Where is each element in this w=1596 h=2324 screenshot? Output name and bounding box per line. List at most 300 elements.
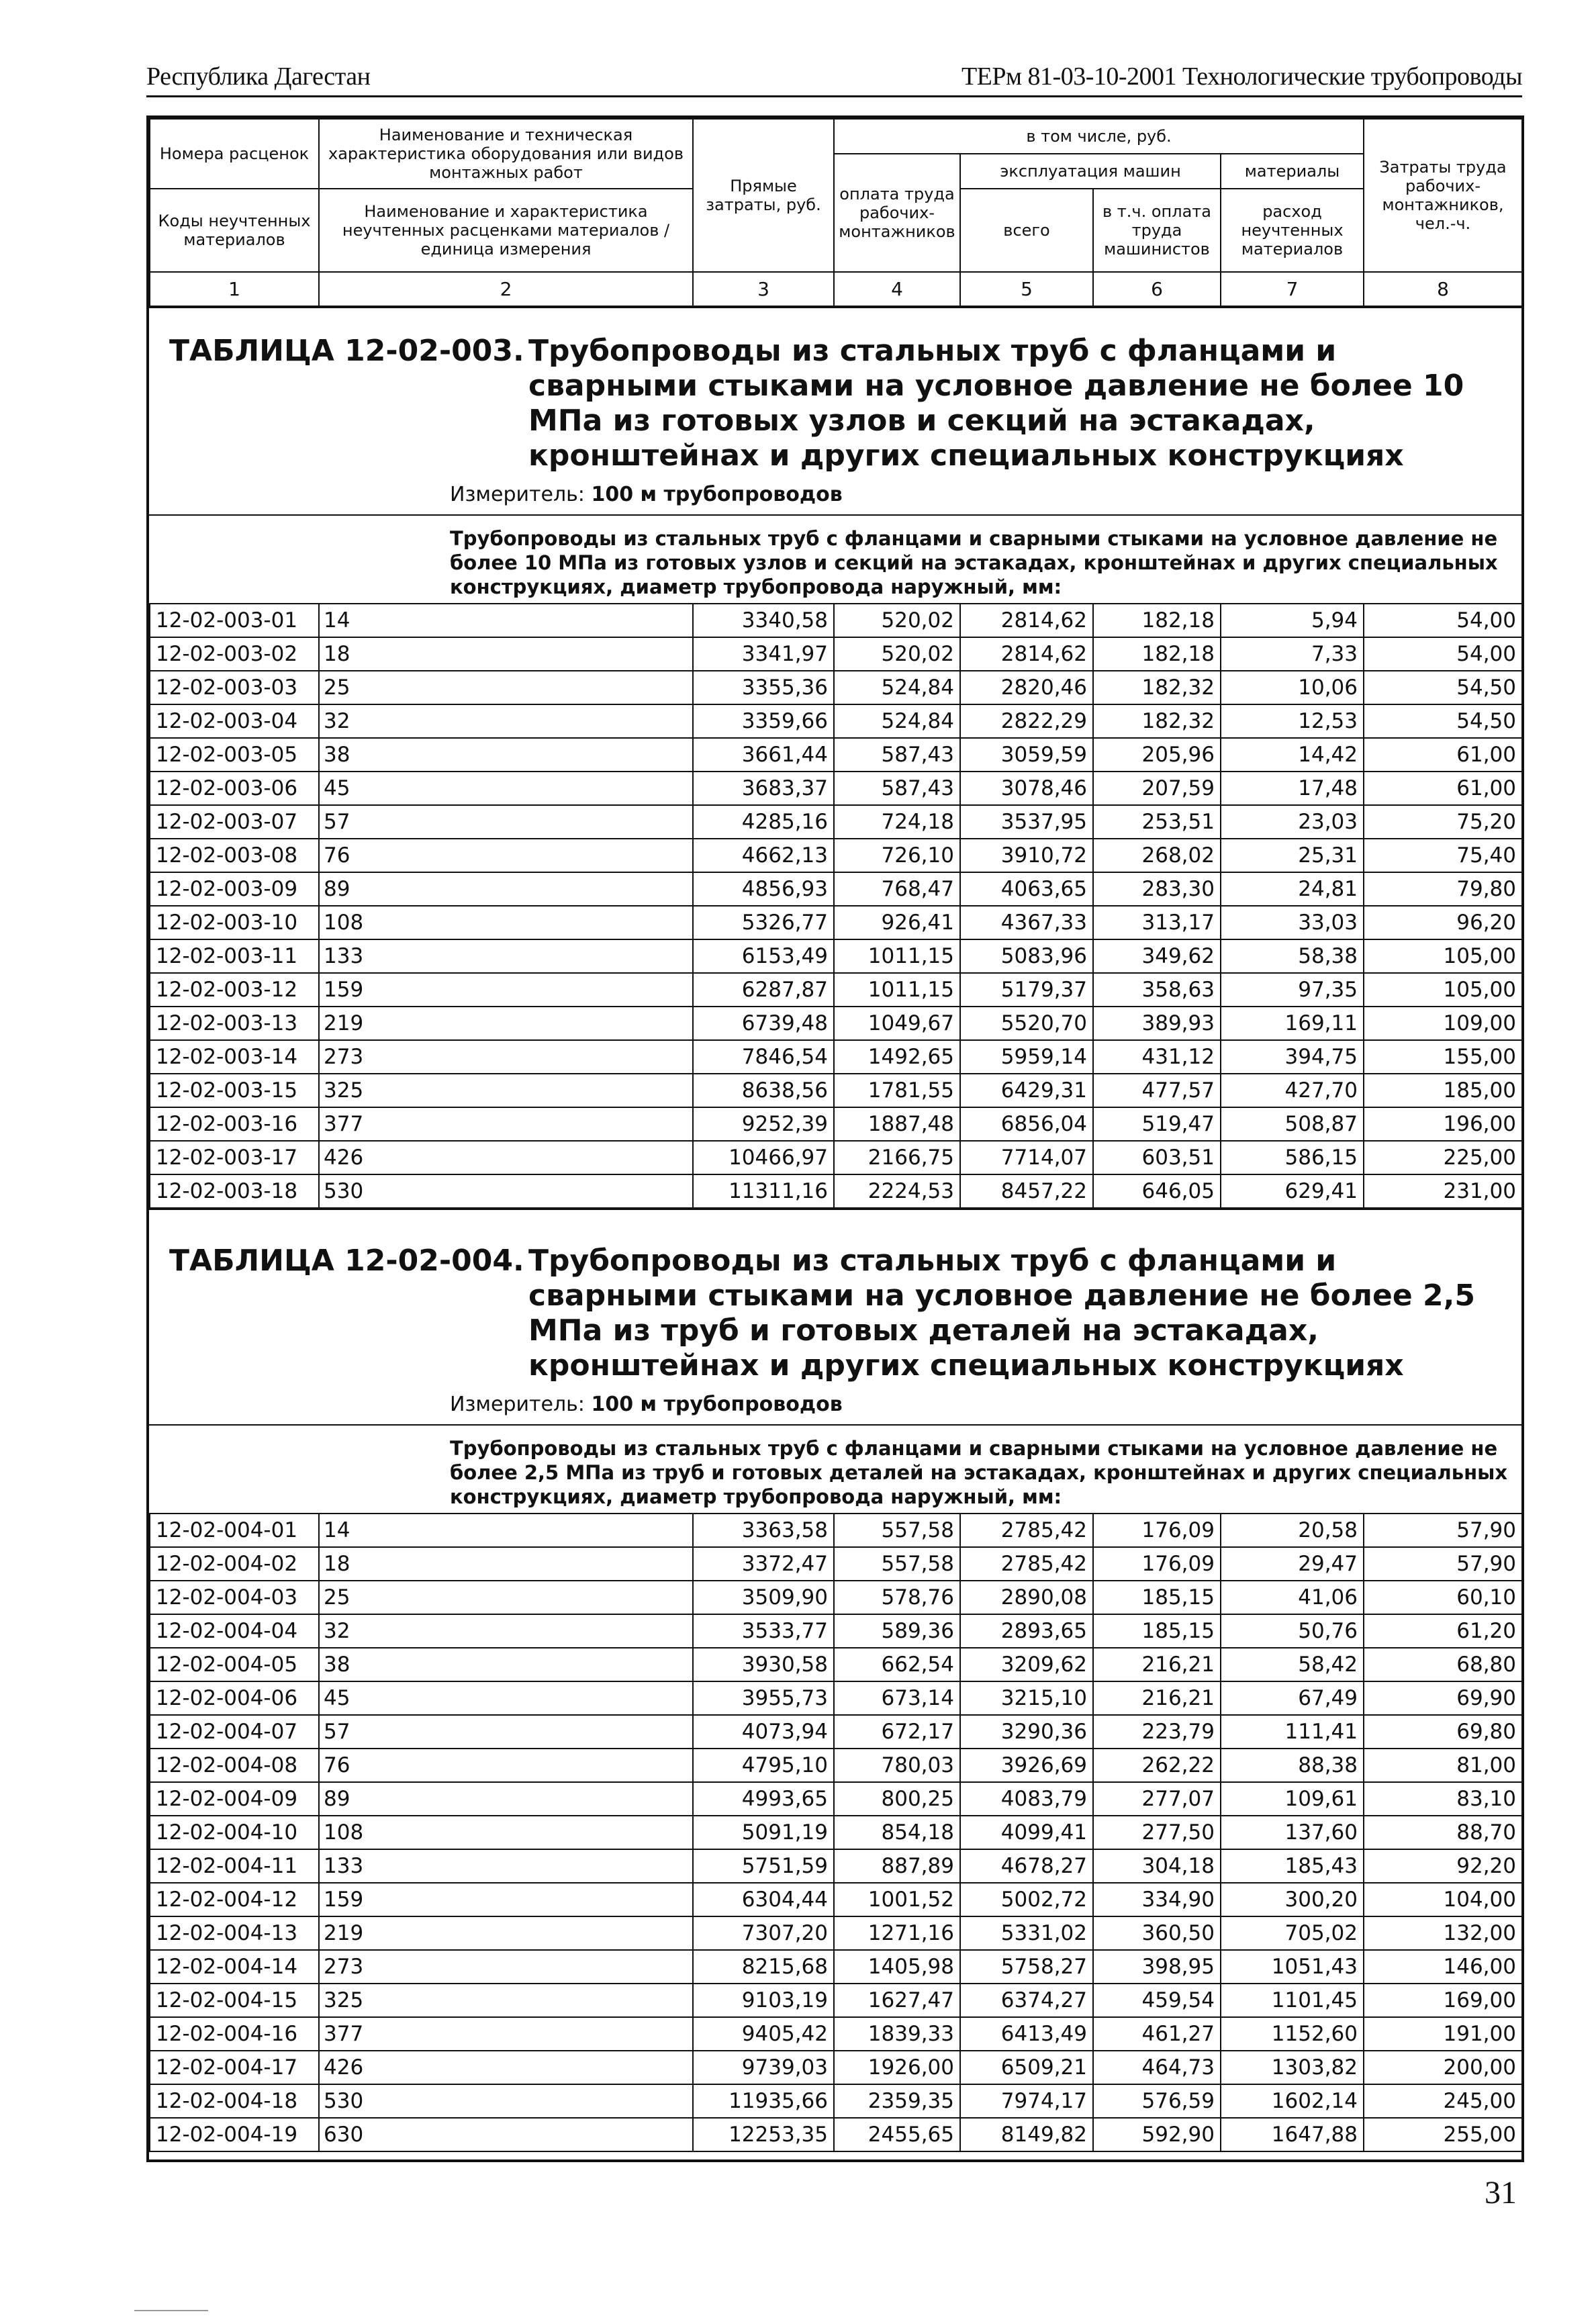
- material-costs: 1152,60: [1221, 2017, 1364, 2051]
- pipe-diameter: 630: [319, 2118, 693, 2151]
- machine-costs: 4367,33: [960, 906, 1093, 939]
- direct-costs: 4856,93: [693, 872, 834, 906]
- rate-code: 12-02-003-02: [150, 637, 319, 671]
- col-header-direct-costs: Прямые затраты, руб.: [693, 119, 834, 272]
- pipe-diameter: 133: [319, 1849, 693, 1883]
- material-costs: 427,70: [1221, 1074, 1364, 1107]
- table-row: [150, 1040, 1522, 1074]
- material-costs: 508,87: [1221, 1107, 1364, 1141]
- direct-costs: 3359,66: [693, 704, 834, 738]
- pipe-diameter: 219: [319, 1916, 693, 1950]
- operator-wages: 283,30: [1093, 872, 1221, 906]
- direct-costs: 6304,44: [693, 1883, 834, 1916]
- rate-code: 12-02-004-15: [150, 1984, 319, 2017]
- material-costs: 705,02: [1221, 1916, 1364, 1950]
- worker-wages: 1049,67: [834, 1007, 960, 1040]
- running-header-left: Республика Дагестан: [146, 62, 371, 91]
- measurement-unit: [149, 473, 1521, 514]
- rate-code: 12-02-004-04: [150, 1614, 319, 1648]
- rate-code: 12-02-003-12: [150, 973, 319, 1007]
- table-row: [150, 2017, 1522, 2051]
- pipe-diameter: 57: [319, 805, 693, 839]
- table-row: [150, 1916, 1522, 1950]
- worker-wages: 2224,53: [834, 1174, 960, 1208]
- machine-costs: 3059,59: [960, 738, 1093, 772]
- worker-wages: 724,18: [834, 805, 960, 839]
- labor-hours: 61,00: [1364, 738, 1522, 772]
- machine-costs: 3215,10: [960, 1681, 1093, 1715]
- pipe-diameter: 426: [319, 1141, 693, 1174]
- direct-costs: 10466,97: [693, 1141, 834, 1174]
- machine-costs: 5520,70: [960, 1007, 1093, 1040]
- labor-hours: 92,20: [1364, 1849, 1522, 1883]
- material-costs: 58,42: [1221, 1648, 1364, 1681]
- worker-wages: 524,84: [834, 704, 960, 738]
- operator-wages: 176,09: [1093, 1547, 1221, 1581]
- pipe-diameter: 108: [319, 1816, 693, 1849]
- machine-costs: 5002,72: [960, 1883, 1093, 1916]
- direct-costs: 3930,58: [693, 1648, 834, 1681]
- material-costs: 629,41: [1221, 1174, 1364, 1208]
- table-row: [150, 1883, 1522, 1916]
- operator-wages: 389,93: [1093, 1007, 1221, 1040]
- pipe-diameter: 325: [319, 1984, 693, 2017]
- machine-costs: 2814,62: [960, 604, 1093, 637]
- rate-code: 12-02-003-16: [150, 1107, 319, 1141]
- machine-costs: 6413,49: [960, 2017, 1093, 2051]
- pipe-diameter: 14: [319, 604, 693, 637]
- col-number: 8: [1364, 272, 1522, 307]
- direct-costs: 9405,42: [693, 2017, 834, 2051]
- material-costs: 50,76: [1221, 1614, 1364, 1648]
- table-row: [150, 1107, 1522, 1141]
- rate-code: 12-02-003-15: [150, 1074, 319, 1107]
- direct-costs: 5091,19: [693, 1816, 834, 1849]
- direct-costs: 12253,35: [693, 2118, 834, 2151]
- measurement-unit: [149, 1383, 1521, 1424]
- machine-costs: 3926,69: [960, 1749, 1093, 1782]
- machine-costs: 2893,65: [960, 1614, 1093, 1648]
- labor-hours: 54,00: [1364, 637, 1522, 671]
- pipe-diameter: 57: [319, 1715, 693, 1749]
- operator-wages: 176,09: [1093, 1514, 1221, 1547]
- labor-hours: 69,80: [1364, 1715, 1522, 1749]
- worker-wages: 520,02: [834, 604, 960, 637]
- table-row: [150, 1174, 1522, 1208]
- table-row: [150, 973, 1522, 1007]
- operator-wages: 182,32: [1093, 704, 1221, 738]
- worker-wages: 2166,75: [834, 1141, 960, 1174]
- labor-hours: 75,20: [1364, 805, 1522, 839]
- table-row: [150, 1648, 1522, 1681]
- material-costs: 1602,14: [1221, 2084, 1364, 2118]
- rate-code: 12-02-003-11: [150, 939, 319, 973]
- pipe-diameter: 18: [319, 1547, 693, 1581]
- col-number: 3: [693, 272, 834, 307]
- table-row: [150, 1816, 1522, 1849]
- machine-costs: 2814,62: [960, 637, 1093, 671]
- material-costs: 12,53: [1221, 704, 1364, 738]
- col-header-codes: Номера расценок: [150, 119, 319, 189]
- group-heading: Трубопроводы из стальных труб с фланцами и сварными стыками на условное давление не более 10 МПа из готовых узлов и секций на эстакадах, кронштейнах и других специальных конструкциях, диаметр трубопровода наружный, мм:: [450, 527, 1498, 598]
- pipe-diameter: 89: [319, 872, 693, 906]
- table-title-block: [149, 308, 1521, 473]
- material-costs: 97,35: [1221, 973, 1364, 1007]
- direct-costs: 6287,87: [693, 973, 834, 1007]
- direct-costs: 4795,10: [693, 1749, 834, 1782]
- operator-wages: 182,18: [1093, 604, 1221, 637]
- material-costs: 300,20: [1221, 1883, 1364, 1916]
- col-header-operator-wages: в т.ч. оплата труда машинистов: [1093, 189, 1221, 272]
- col-header-machines: эксплуатация машин: [960, 154, 1221, 189]
- worker-wages: 780,03: [834, 1749, 960, 1782]
- pipe-diameter: 325: [319, 1074, 693, 1107]
- direct-costs: 8215,68: [693, 1950, 834, 1984]
- worker-wages: 557,58: [834, 1547, 960, 1581]
- operator-wages: 216,21: [1093, 1648, 1221, 1681]
- worker-wages: 578,76: [834, 1581, 960, 1614]
- pipe-diameter: 25: [319, 671, 693, 704]
- material-costs: 58,38: [1221, 939, 1364, 973]
- rate-code: 12-02-004-16: [150, 2017, 319, 2051]
- material-costs: 586,15: [1221, 1141, 1364, 1174]
- rate-code: 12-02-004-08: [150, 1749, 319, 1782]
- direct-costs: 11935,66: [693, 2084, 834, 2118]
- rate-code: 12-02-003-06: [150, 772, 319, 805]
- operator-wages: 277,50: [1093, 1816, 1221, 1849]
- rate-code: 12-02-003-05: [150, 738, 319, 772]
- labor-hours: 83,10: [1364, 1782, 1522, 1816]
- operator-wages: 646,05: [1093, 1174, 1221, 1208]
- labor-hours: 132,00: [1364, 1916, 1522, 1950]
- operator-wages: 334,90: [1093, 1883, 1221, 1916]
- table-row: [150, 2051, 1522, 2084]
- worker-wages: 2359,35: [834, 2084, 960, 2118]
- machine-costs: 2785,42: [960, 1514, 1093, 1547]
- machine-costs: 8457,22: [960, 1174, 1093, 1208]
- direct-costs: 3372,47: [693, 1547, 834, 1581]
- table-row: [150, 906, 1522, 939]
- rate-code: 12-02-003-08: [150, 839, 319, 872]
- rate-code: 12-02-004-19: [150, 2118, 319, 2151]
- rate-code: 12-02-003-14: [150, 1040, 319, 1074]
- labor-hours: 88,70: [1364, 1816, 1522, 1849]
- table-label: ТАБЛИЦА 12-02-004.: [169, 1244, 524, 1278]
- operator-wages: 182,32: [1093, 671, 1221, 704]
- worker-wages: 587,43: [834, 772, 960, 805]
- direct-costs: 3661,44: [693, 738, 834, 772]
- material-costs: 1051,43: [1221, 1950, 1364, 1984]
- labor-hours: 105,00: [1364, 973, 1522, 1007]
- labor-hours: 61,20: [1364, 1614, 1522, 1648]
- table-row: [150, 671, 1522, 704]
- table-row: [150, 1681, 1522, 1715]
- labor-hours: 185,00: [1364, 1074, 1522, 1107]
- material-costs: 137,60: [1221, 1816, 1364, 1849]
- machine-costs: 2890,08: [960, 1581, 1093, 1614]
- pipe-diameter: 377: [319, 1107, 693, 1141]
- labor-hours: 169,00: [1364, 1984, 1522, 2017]
- table-row: [150, 839, 1522, 872]
- machine-costs: 6374,27: [960, 1984, 1093, 2017]
- pipe-diameter: 18: [319, 637, 693, 671]
- direct-costs: 11311,16: [693, 1174, 834, 1208]
- pipe-diameter: 14: [319, 1514, 693, 1547]
- operator-wages: 207,59: [1093, 772, 1221, 805]
- material-costs: 20,58: [1221, 1514, 1364, 1547]
- material-costs: 1101,45: [1221, 1984, 1364, 2017]
- pipe-diameter: 45: [319, 1681, 693, 1715]
- operator-wages: 592,90: [1093, 2118, 1221, 2151]
- col-header-unaccounted-codes: Коды неучтенных материалов: [150, 189, 319, 272]
- rate-code: 12-02-004-10: [150, 1816, 319, 1849]
- machine-costs: 4099,41: [960, 1816, 1093, 1849]
- labor-hours: 54,00: [1364, 604, 1522, 637]
- direct-costs: 9252,39: [693, 1107, 834, 1141]
- table-row: [150, 939, 1522, 973]
- worker-wages: 800,25: [834, 1782, 960, 1816]
- material-costs: 14,42: [1221, 738, 1364, 772]
- material-costs: 111,41: [1221, 1715, 1364, 1749]
- worker-wages: 1627,47: [834, 1984, 960, 2017]
- pipe-diameter: 38: [319, 1648, 693, 1681]
- pipe-diameter: 219: [319, 1007, 693, 1040]
- section-gap: [149, 1209, 1521, 1241]
- direct-costs: 3355,36: [693, 671, 834, 704]
- rate-code: 12-02-004-12: [150, 1883, 319, 1916]
- operator-wages: 603,51: [1093, 1141, 1221, 1174]
- labor-hours: 109,00: [1364, 1007, 1522, 1040]
- material-costs: 1647,88: [1221, 2118, 1364, 2151]
- table-row: [150, 604, 1522, 637]
- labor-hours: 54,50: [1364, 671, 1522, 704]
- direct-costs: 9103,19: [693, 1984, 834, 2017]
- labor-hours: 104,00: [1364, 1883, 1522, 1916]
- pipe-diameter: 32: [319, 1614, 693, 1648]
- machine-costs: 3537,95: [960, 805, 1093, 839]
- table-title-block: [149, 1241, 1521, 1383]
- labor-hours: 57,90: [1364, 1547, 1522, 1581]
- pipe-diameter: 76: [319, 1749, 693, 1782]
- worker-wages: 557,58: [834, 1514, 960, 1547]
- worker-wages: 1887,48: [834, 1107, 960, 1141]
- col-header-unaccounted-names: Наименование и характеристика неучтенных расценками материалов / единица измерения: [319, 189, 693, 272]
- direct-costs: 3341,97: [693, 637, 834, 671]
- data-table-12-02-003: [149, 603, 1523, 1209]
- worker-wages: 1839,33: [834, 2017, 960, 2051]
- machine-costs: 7714,07: [960, 1141, 1093, 1174]
- direct-costs: 9739,03: [693, 2051, 834, 2084]
- pipe-diameter: 377: [319, 2017, 693, 2051]
- labor-hours: 96,20: [1364, 906, 1522, 939]
- pipe-diameter: 45: [319, 772, 693, 805]
- machine-costs: 5179,37: [960, 973, 1093, 1007]
- worker-wages: 662,54: [834, 1648, 960, 1681]
- table-row: [150, 2118, 1522, 2151]
- table-row: [150, 738, 1522, 772]
- labor-hours: 231,00: [1364, 1174, 1522, 1208]
- col-number: 4: [834, 272, 960, 307]
- material-costs: 169,11: [1221, 1007, 1364, 1040]
- machine-costs: 6856,04: [960, 1107, 1093, 1141]
- operator-wages: 358,63: [1093, 973, 1221, 1007]
- material-costs: 5,94: [1221, 604, 1364, 637]
- material-costs: 7,33: [1221, 637, 1364, 671]
- material-costs: 24,81: [1221, 872, 1364, 906]
- direct-costs: 8638,56: [693, 1074, 834, 1107]
- machine-costs: 2820,46: [960, 671, 1093, 704]
- worker-wages: 887,89: [834, 1849, 960, 1883]
- pipe-diameter: 426: [319, 2051, 693, 2084]
- labor-hours: 245,00: [1364, 2084, 1522, 2118]
- pipe-diameter: 530: [319, 1174, 693, 1208]
- page-number: 31: [1485, 2175, 1517, 2211]
- table-row: [150, 1749, 1522, 1782]
- direct-costs: 5326,77: [693, 906, 834, 939]
- worker-wages: 673,14: [834, 1681, 960, 1715]
- operator-wages: 268,02: [1093, 839, 1221, 872]
- material-costs: 17,48: [1221, 772, 1364, 805]
- operator-wages: 349,62: [1093, 939, 1221, 973]
- machine-costs: 5959,14: [960, 1040, 1093, 1074]
- pipe-diameter: 38: [319, 738, 693, 772]
- worker-wages: 1926,00: [834, 2051, 960, 2084]
- direct-costs: 4993,65: [693, 1782, 834, 1816]
- pipe-diameter: 159: [319, 1883, 693, 1916]
- material-costs: 109,61: [1221, 1782, 1364, 1816]
- labor-hours: 61,00: [1364, 772, 1522, 805]
- labor-hours: 146,00: [1364, 1950, 1522, 1984]
- machine-costs: 3209,62: [960, 1648, 1093, 1681]
- rate-code: 12-02-004-06: [150, 1681, 319, 1715]
- meter-label: Измеритель:: [450, 1393, 585, 1416]
- material-costs: 88,38: [1221, 1749, 1364, 1782]
- labor-hours: 255,00: [1364, 2118, 1522, 2151]
- pipe-diameter: 32: [319, 704, 693, 738]
- direct-costs: 4073,94: [693, 1715, 834, 1749]
- labor-hours: 196,00: [1364, 1107, 1522, 1141]
- direct-costs: 4662,13: [693, 839, 834, 872]
- direct-costs: 5751,59: [693, 1849, 834, 1883]
- labor-hours: 68,80: [1364, 1648, 1522, 1681]
- direct-costs: 3533,77: [693, 1614, 834, 1648]
- operator-wages: 477,57: [1093, 1074, 1221, 1107]
- column-header-table: [149, 118, 1523, 308]
- labor-hours: 57,90: [1364, 1514, 1522, 1547]
- machine-costs: 3290,36: [960, 1715, 1093, 1749]
- machine-costs: 4083,79: [960, 1782, 1093, 1816]
- operator-wages: 304,18: [1093, 1849, 1221, 1883]
- machine-costs: 5758,27: [960, 1950, 1093, 1984]
- footer-mark: [134, 2310, 208, 2311]
- machine-costs: 6509,21: [960, 2051, 1093, 2084]
- labor-hours: 81,00: [1364, 1749, 1522, 1782]
- direct-costs: 7846,54: [693, 1040, 834, 1074]
- material-costs: 33,03: [1221, 906, 1364, 939]
- labor-hours: 155,00: [1364, 1040, 1522, 1074]
- operator-wages: 360,50: [1093, 1916, 1221, 1950]
- worker-wages: 520,02: [834, 637, 960, 671]
- operator-wages: 313,17: [1093, 906, 1221, 939]
- rate-code: 12-02-004-17: [150, 2051, 319, 2084]
- table-row: [150, 704, 1522, 738]
- worker-wages: 726,10: [834, 839, 960, 872]
- labor-hours: 200,00: [1364, 2051, 1522, 2084]
- table-row: [150, 1074, 1522, 1107]
- labor-hours: 79,80: [1364, 872, 1522, 906]
- rate-code: 12-02-003-10: [150, 906, 319, 939]
- machine-costs: 7974,17: [960, 2084, 1093, 2118]
- direct-costs: 3955,73: [693, 1681, 834, 1715]
- labor-hours: 54,50: [1364, 704, 1522, 738]
- operator-wages: 262,22: [1093, 1749, 1221, 1782]
- worker-wages: 1001,52: [834, 1883, 960, 1916]
- worker-wages: 1271,16: [834, 1916, 960, 1950]
- col-number: 2: [319, 272, 693, 307]
- worker-wages: 1405,98: [834, 1950, 960, 1984]
- table-row: [150, 872, 1522, 906]
- worker-wages: 1781,55: [834, 1074, 960, 1107]
- col-number: 5: [960, 272, 1093, 307]
- pipe-diameter: 273: [319, 1950, 693, 1984]
- rate-code: 12-02-004-14: [150, 1950, 319, 1984]
- direct-costs: 3509,90: [693, 1581, 834, 1614]
- operator-wages: 519,47: [1093, 1107, 1221, 1141]
- machine-costs: 5331,02: [960, 1916, 1093, 1950]
- col-number: 6: [1093, 272, 1221, 307]
- rate-code: 12-02-003-04: [150, 704, 319, 738]
- material-costs: 394,75: [1221, 1040, 1364, 1074]
- pipe-diameter: 108: [319, 906, 693, 939]
- table-row: [150, 1849, 1522, 1883]
- group-heading: Трубопроводы из стальных труб с фланцами и сварными стыками на условное давление не более 2,5 МПа из труб и готовых деталей на эстакадах, кронштейнах и других специальных конструкциях, диаметр трубопровода наружный, мм:: [450, 1437, 1508, 1508]
- operator-wages: 185,15: [1093, 1614, 1221, 1648]
- rate-code: 12-02-004-05: [150, 1648, 319, 1681]
- data-table-12-02-004: [149, 1513, 1523, 2152]
- table-row: [150, 2084, 1522, 2118]
- material-costs: 41,06: [1221, 1581, 1364, 1614]
- worker-wages: 1492,65: [834, 1040, 960, 1074]
- table-row: [150, 1141, 1522, 1174]
- col-number: 7: [1221, 272, 1364, 307]
- worker-wages: 587,43: [834, 738, 960, 772]
- col-header-material-usage: расход неучтенных материалов: [1221, 189, 1364, 272]
- direct-costs: 3363,58: [693, 1514, 834, 1547]
- table-row: [150, 1614, 1522, 1648]
- worker-wages: 1011,15: [834, 939, 960, 973]
- rate-code: 12-02-004-13: [150, 1916, 319, 1950]
- operator-wages: 459,54: [1093, 1984, 1221, 2017]
- table-row: [150, 805, 1522, 839]
- labor-hours: 60,10: [1364, 1581, 1522, 1614]
- direct-costs: 6739,48: [693, 1007, 834, 1040]
- pipe-diameter: 89: [319, 1782, 693, 1816]
- machine-costs: 3910,72: [960, 839, 1093, 872]
- running-header-right: ТЕРм 81-03-10-2001 Технологические трубопроводы: [961, 62, 1522, 91]
- worker-wages: 589,36: [834, 1614, 960, 1648]
- table-title: Трубопроводы из стальных труб с фланцами и сварными стыками на условное давление не более 2,5 МПа из труб и готовых деталей на эстакадах, кронштейнах и других специальных конструкциях: [528, 1244, 1475, 1383]
- machine-costs: 2822,29: [960, 704, 1093, 738]
- labor-hours: 191,00: [1364, 2017, 1522, 2051]
- table-title: Трубопроводы из стальных труб с фланцами и сварными стыками на условное давление не более 10 МПа из готовых узлов и секций на эстакадах, кронштейнах и других специальных конструкциях: [528, 334, 1464, 473]
- machine-costs: 6429,31: [960, 1074, 1093, 1107]
- col-header-including: в том числе, руб.: [834, 119, 1364, 154]
- labor-hours: 225,00: [1364, 1141, 1522, 1174]
- table-row: [150, 1007, 1522, 1040]
- labor-hours: 105,00: [1364, 939, 1522, 973]
- rate-code: 12-02-003-07: [150, 805, 319, 839]
- machine-costs: 5083,96: [960, 939, 1093, 973]
